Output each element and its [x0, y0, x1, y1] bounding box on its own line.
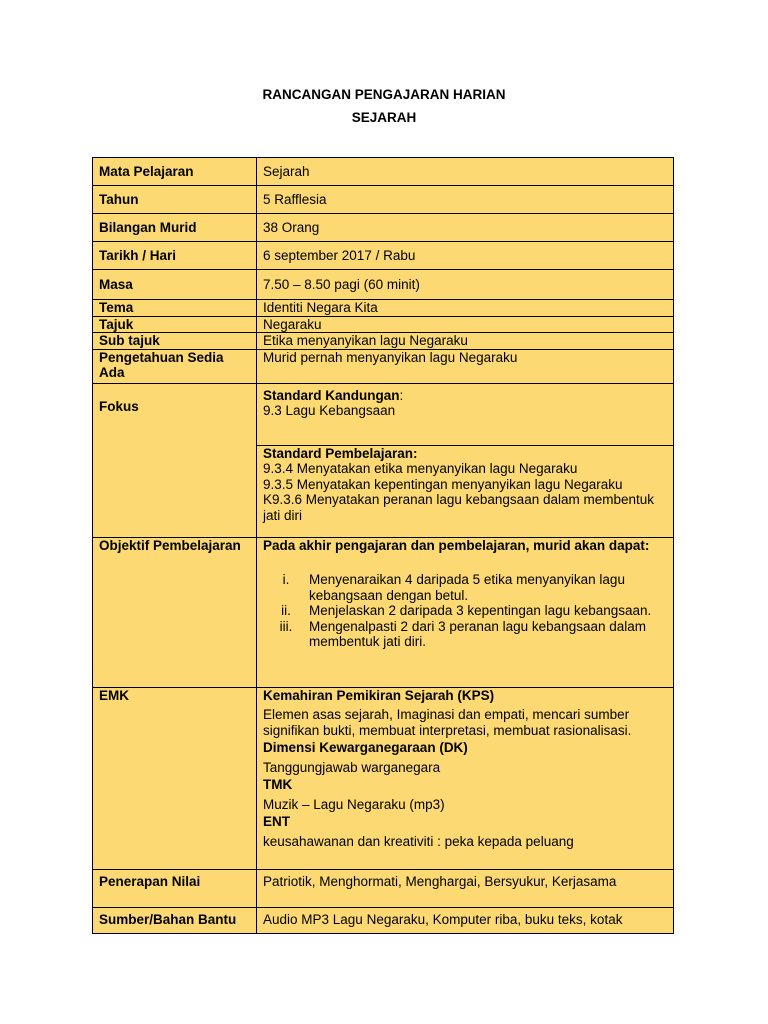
row-masa — [93, 270, 674, 300]
tmk-heading: TMK — [263, 777, 293, 792]
objektif-intro: Pada akhir pengajaran dan pembelajaran, murid akan dapat: — [263, 537, 650, 553]
ent-heading: ENT — [263, 814, 290, 829]
label-mata-pelajaran: Mata Pelajaran — [93, 158, 257, 186]
label-masa: Masa — [93, 270, 257, 300]
value-mata-pelajaran: Sejarah — [257, 158, 674, 186]
objektif-text: Mengenalpasti 2 dari 3 peranan lagu kebangsaan dalam membentuk jati diri. — [309, 618, 646, 649]
label-emk: EMK — [93, 687, 257, 869]
emk-content — [257, 687, 674, 869]
kps-text: Elemen asas sejarah, Imaginasi dan empati, mencari sumber signifikan bukti, membuat interpretasi, membuat rasionalisasi. — [263, 707, 632, 738]
kps-heading: Kemahiran Pemikiran Sejarah (KPS) — [263, 687, 495, 703]
value-bilangan-murid: 38 Orang — [257, 214, 674, 242]
document-subject: SEJARAH — [351, 110, 417, 125]
sp-item: 9.3.4 Menyatakan etika menyanyikan lagu Negaraku — [263, 461, 578, 476]
label-tajuk: Tajuk — [93, 316, 257, 333]
objektif-item — [263, 619, 667, 650]
row-sumber — [93, 907, 674, 933]
row-bilangan-murid — [93, 214, 674, 242]
objektif-num: iii. — [279, 618, 293, 634]
row-tema — [93, 300, 674, 317]
label-fokus: Fokus — [93, 383, 257, 537]
value-tema: Identiti Negara Kita — [257, 300, 674, 317]
sp-item: K9.3.6 Menyatakan peranan lagu kebangsaan dalam membentuk jati diri — [263, 492, 655, 523]
label-nilai: Penerapan Nilai — [93, 869, 257, 907]
row-objektif — [93, 537, 674, 687]
value-pengetahuan: Murid pernah menyanyikan lagu Negaraku — [257, 349, 674, 383]
dk-heading: Dimensi Kewarganegaraan (DK) — [263, 740, 468, 755]
row-tarikh — [93, 242, 674, 270]
fokus-standard-pembelajaran — [257, 445, 674, 537]
label-bilangan-murid: Bilangan Murid — [93, 214, 257, 242]
value-masa: 7.50 – 8.50 pagi (60 minit) — [257, 270, 674, 300]
objektif-text: Menyenaraikan 4 daripada 5 etika menyanyikan lagu kebangsaan dengan betul. — [309, 572, 625, 603]
value-nilai: Patriotik, Menghormati, Menghargai, Bersyukur, Kerjasama — [257, 869, 674, 907]
label-tarikh: Tarikh / Hari — [93, 242, 257, 270]
ent-text: keusahawanan dan kreativiti : peka kepada peluang — [263, 833, 574, 849]
label-sub-tajuk: Sub tajuk — [93, 333, 257, 350]
row-tahun — [93, 186, 674, 214]
row-emk — [93, 687, 674, 869]
objektif-list — [263, 572, 667, 650]
objektif-text: Menjelaskan 2 daripada 3 kepentingan lagu kebangsaan. — [309, 603, 652, 618]
objektif-content — [257, 537, 674, 687]
label-tema: Tema — [93, 300, 257, 317]
label-sumber: Sumber/Bahan Bantu — [93, 907, 257, 933]
row-nilai — [93, 869, 674, 907]
fokus-standard-kandungan — [257, 383, 674, 445]
value-sub-tajuk: Etika menyanyikan lagu Negaraku — [257, 333, 674, 350]
objektif-item — [263, 603, 667, 619]
label-pengetahuan: Pengetahuan Sedia Ada — [93, 349, 257, 383]
row-tajuk — [93, 316, 674, 333]
label-tahun: Tahun — [93, 186, 257, 214]
value-tajuk: Negaraku — [257, 316, 674, 333]
lesson-plan-table — [92, 157, 674, 934]
objektif-num: ii. — [281, 603, 291, 618]
objektif-num: i. — [282, 572, 290, 587]
label-objektif: Objektif Pembelajaran — [93, 537, 257, 687]
document-title: RANCANGAN PENGAJARAN HARIAN — [262, 87, 506, 102]
row-sub-tajuk — [93, 333, 674, 350]
sk-text: 9.3 Lagu Kebangsaan — [263, 403, 396, 418]
row-mata-pelajaran — [93, 158, 674, 186]
sp-heading: Standard Pembelajaran: — [263, 445, 418, 461]
value-sumber: Audio MP3 Lagu Negaraku, Komputer riba, buku teks, kotak — [257, 907, 674, 933]
row-pengetahuan — [93, 349, 674, 383]
objektif-item — [263, 572, 667, 603]
sk-colon: : — [399, 387, 404, 403]
value-tahun: 5 Rafflesia — [257, 186, 674, 214]
tmk-text: Muzik – Lagu Negaraku (mp3) — [263, 796, 445, 812]
row-fokus-kandungan — [93, 383, 674, 445]
value-tarikh: 6 september 2017 / Rabu — [257, 242, 674, 270]
dk-text: Tanggungjawab warganegara — [263, 759, 441, 775]
sk-heading: Standard Kandungan — [263, 387, 400, 403]
sp-item: 9.3.5 Menyatakan kepentingan menyanyikan lagu Negaraku — [263, 476, 623, 492]
